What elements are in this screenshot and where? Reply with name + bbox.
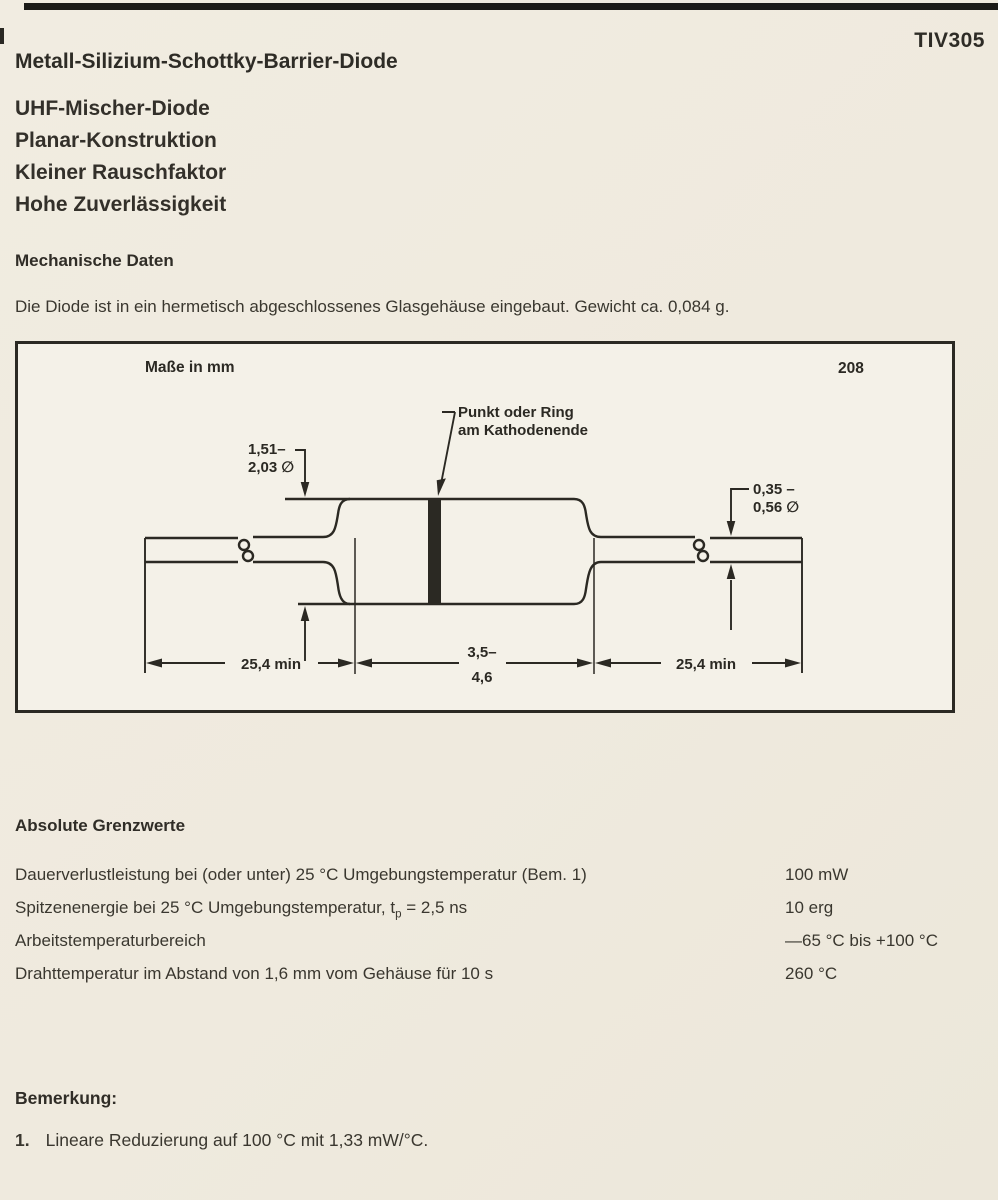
top-rule: [24, 3, 998, 10]
dim-arrow: [595, 659, 611, 668]
wire-diameter-top-arrow: [727, 521, 736, 536]
cathode-band: [428, 499, 441, 604]
remark-text: Lineare Reduzierung auf 100 °C mit 1,33 mW/°C.: [45, 1130, 429, 1150]
body-diameter-leader: [295, 450, 305, 483]
dim-arrow-right: [785, 659, 801, 668]
callout-leader-line: [440, 412, 455, 489]
remark-heading: Bemerkung:: [15, 1088, 118, 1108]
figure-units-label: Maße in mm: [145, 359, 235, 376]
body-diameter-bottom-arrow: [301, 606, 310, 621]
table-row: [0, 860, 998, 893]
body-diameter-label-line2: 2,03 ∅: [248, 459, 295, 476]
absolute-limits-heading: Absolute Grenzwerte: [15, 816, 186, 835]
body-length-label-line2: 4,6: [471, 669, 493, 686]
dim-arrow: [356, 659, 372, 668]
table-row: [0, 959, 998, 992]
body-bottom-outline: [298, 562, 695, 604]
feature-item: Planar-Konstruktion: [15, 129, 217, 152]
lead-break-symbol: [694, 540, 704, 550]
limit-value: 100 mW: [785, 865, 849, 884]
doc-number: TIV305: [914, 29, 985, 52]
limit-label: Dauerverlustleistung bei (oder unter) 25 °C Umgebungstemperatur (Bem. 1): [15, 865, 587, 884]
absolute-limits-table: [0, 860, 998, 992]
right-lead-length-label: 25,4 min: [675, 656, 737, 673]
wire-diameter-leader: [731, 489, 749, 522]
page-title: Metall-Silizium-Schottky-Barrier-Diode: [15, 50, 398, 73]
limit-label: Spitzenenergie bei 25 °C Umgebungstemperatur, $t_p = 2,5$ ns: [15, 898, 468, 921]
body-length-label-line1: 3,5–: [467, 644, 497, 661]
dim-arrow: [577, 659, 593, 668]
package-drawing: [18, 344, 952, 710]
package-outline-figure: [15, 341, 955, 713]
limit-value: —65 °C bis +100 °C: [785, 931, 938, 950]
callout-arrowhead: [437, 478, 446, 496]
left-lead-length-label: 25,4 min: [240, 656, 302, 673]
body-top-outline: [285, 499, 695, 537]
figure-number: 208: [838, 360, 864, 377]
left-lead: [145, 538, 238, 562]
lead-break-symbol: [239, 540, 249, 550]
lead-break-symbol: [698, 551, 708, 561]
limit-value: 10 erg: [785, 898, 834, 917]
mechanical-data-description: Die Diode ist in ein hermetisch abgeschlossenes Glasgehäuse eingebaut. Gewicht ca. 0,084 g.: [15, 297, 730, 316]
wire-diameter-label-line1: 0,35 –: [753, 481, 795, 498]
body-diameter-label-line1: 1,51–: [248, 441, 286, 458]
feature-list: [15, 93, 226, 221]
body-diameter-top-arrow: [301, 482, 310, 497]
right-lead: [710, 538, 802, 562]
remark-item: [15, 1130, 428, 1151]
table-row: [0, 926, 998, 959]
cathode-callout-line1: Punkt oder Ring: [458, 404, 574, 421]
remark-number: 1.: [15, 1130, 30, 1150]
limit-label: Drahttemperatur im Abstand von 1,6 mm vom Gehäuse für 10 s: [15, 964, 494, 983]
limit-value: 260 °C: [785, 964, 838, 983]
feature-item: UHF-Mischer-Diode: [15, 97, 210, 120]
wire-diameter-bottom-arrow: [727, 564, 736, 579]
dim-arrow: [338, 659, 354, 668]
body-left-bottom-neck: [253, 562, 350, 604]
feature-item: Kleiner Rauschfaktor: [15, 161, 227, 184]
feature-item: Hohe Zuverlässigkeit: [15, 193, 227, 216]
dim-arrow-left: [146, 659, 162, 668]
scan-artifact: [0, 28, 4, 44]
lead-break-symbol: [243, 551, 253, 561]
cathode-callout-line2: am Kathodenende: [458, 422, 589, 439]
wire-diameter-label-line2: 0,56 ∅: [753, 499, 800, 516]
table-row: [0, 893, 998, 926]
mechanical-data-heading: Mechanische Daten: [15, 251, 174, 270]
body-left-top-neck: [253, 499, 350, 537]
limit-label: Arbeitstemperaturbereich: [15, 931, 206, 950]
